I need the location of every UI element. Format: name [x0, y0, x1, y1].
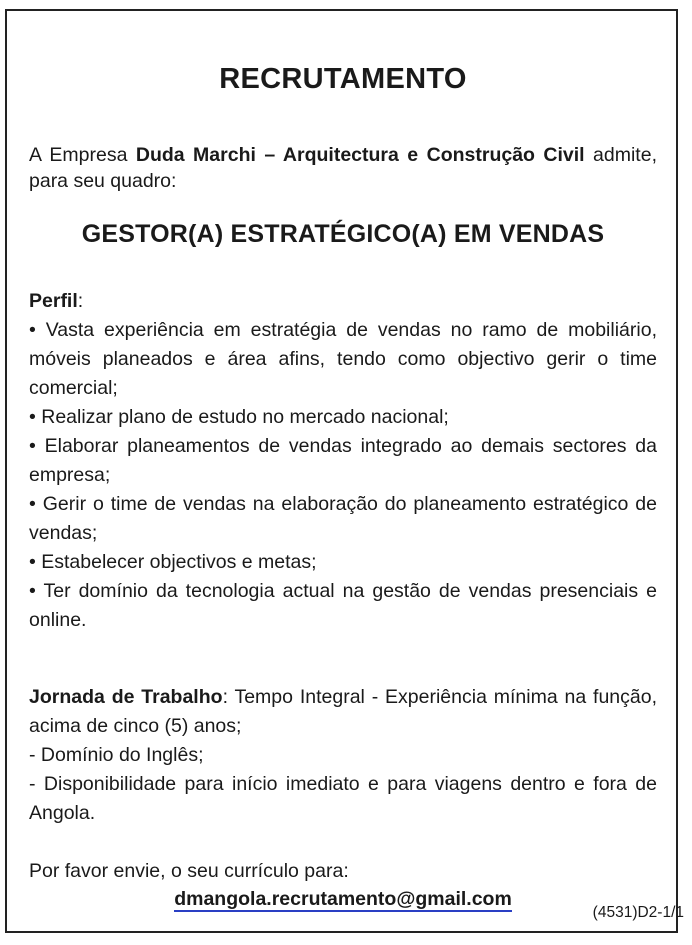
- email-link[interactable]: dmangola.recrutamento@gmail.com: [174, 888, 512, 910]
- profile-item: • Vasta experiência em estratégia de vendas no ramo de mobiliário, móveis planeados e área afins, tendo como objectivo gerir o time comercial;: [29, 319, 657, 399]
- profile-item: • Realizar plano de estudo no mercado nacional;: [29, 406, 449, 428]
- profile-section: [29, 287, 657, 635]
- email-line: [29, 886, 657, 912]
- ad-title: RECRUTAMENTO: [219, 63, 467, 95]
- profile-item: • Elaborar planeamentos de vendas integrado ao demais sectores da empresa;: [29, 435, 657, 486]
- contact-text: Por favor envie, o seu currículo para:: [29, 860, 349, 882]
- work-hours-detail: : Tempo Integral - Experiência mínima na função, acima de cinco (5) anos;: [29, 686, 658, 737]
- contact-section: [29, 857, 657, 912]
- profile-item: • Ter domínio da tecnologia actual na gestão de vendas presenciais e online.: [29, 580, 657, 631]
- profile-heading-label: Perfil: [29, 290, 78, 312]
- profile-heading-colon: :: [77, 290, 84, 312]
- company-name: Duda Marchi – Arquitectura e Construção Civil: [135, 144, 585, 166]
- profile-heading: [29, 287, 657, 316]
- work-hours-text: [29, 683, 657, 741]
- position-title: GESTOR(A) ESTRATÉGICO(A) EM VENDAS: [81, 220, 605, 248]
- ad-frame: [5, 9, 678, 933]
- work-hours-section: [29, 683, 657, 828]
- company-intro: [29, 142, 657, 194]
- intro-prefix: A Empresa: [29, 144, 136, 166]
- intro-suffix: admite, para seu quadro:: [29, 144, 657, 192]
- requirement-item: - Disponibilidade para início imediato e para viagens dentro e fora de Angola.: [29, 773, 657, 824]
- profile-item: • Gerir o time de vendas na elaboração do planeamento estratégico de vendas;: [29, 493, 657, 544]
- work-hours-heading: Jornada de Trabalho: [29, 686, 223, 708]
- requirement-item: - Domínio do Inglês;: [29, 744, 204, 766]
- profile-item: • Estabelecer objectivos e metas;: [29, 551, 317, 573]
- reference-code: (4531)D2-1/1: [592, 904, 684, 921]
